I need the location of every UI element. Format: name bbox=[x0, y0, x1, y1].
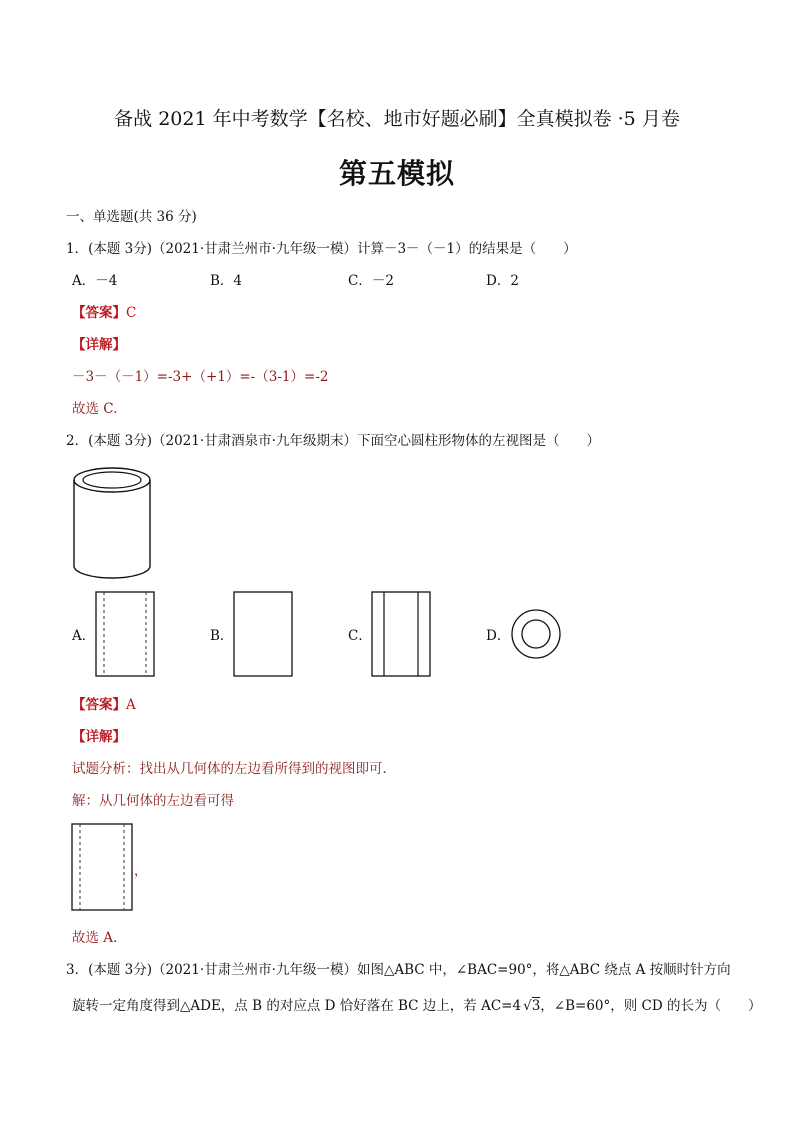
hollow-cylinder-figure bbox=[70, 464, 162, 582]
question-2-analysis: 试题分析：找出从几何体的左边看所得到的视图即可． bbox=[72, 761, 396, 777]
solution-view-figure bbox=[71, 823, 133, 911]
question-1-option-b: B．4 bbox=[210, 273, 243, 289]
question-3-line-2-part-b: ，∠B=60°，则 CD 的长为（ ） bbox=[540, 998, 762, 1014]
question-2-option-b-label: B． bbox=[210, 628, 234, 644]
question-2-detail-tag: 【详解】 bbox=[72, 729, 126, 745]
option-d-view-figure bbox=[510, 608, 562, 660]
question-1-option-c: C．－2 bbox=[348, 273, 394, 289]
option-b-view-figure bbox=[233, 591, 293, 677]
question-1-option-a: A．－4 bbox=[72, 273, 118, 289]
question-2-conclusion: 故选 A. bbox=[72, 930, 118, 946]
answer-tag: 【答案】 bbox=[72, 305, 126, 321]
document-subtitle: 第五模拟 bbox=[338, 157, 455, 190]
question-2-option-a-label: A． bbox=[72, 628, 96, 644]
question-2-option-c-label: C． bbox=[348, 628, 372, 644]
answer-value: C bbox=[126, 305, 137, 321]
document-title: 备战 2021 年中考数学【名校、地市好题必刷】全真模拟卷 ·5 月卷 bbox=[114, 108, 680, 130]
question-2-option-d-label: D． bbox=[486, 628, 511, 644]
answer-value: A bbox=[126, 697, 136, 713]
question-1-detail-tag: 【详解】 bbox=[72, 337, 126, 353]
sqrt-symbol: √ bbox=[523, 998, 532, 1014]
question-3-line-2 bbox=[72, 997, 762, 1015]
question-1-option-d: D．2 bbox=[486, 273, 519, 289]
question-3-line-1: 3．(本题 3分)（2021·甘肃兰州市·九年级一模）如图△ABC 中，∠BAC=90°，将△ABC 绕点 A 按顺时针方向 bbox=[66, 962, 731, 978]
question-1-answer bbox=[72, 304, 136, 322]
question-3-line-2-part-a: 旋转一定角度得到△ADE，点 B 的对应点 D 恰好落在 BC 边上，若 AC=4 bbox=[72, 998, 522, 1014]
option-c-view-figure bbox=[371, 591, 431, 677]
question-2-stem: 2．(本题 3分)（2021·甘肃酒泉市·九年级期末）下面空心圆柱形物体的左视图是（ ） bbox=[66, 433, 600, 449]
solution-comma: ， bbox=[134, 863, 148, 879]
question-2-solution: 解：从几何体的左边看可得 bbox=[72, 793, 234, 809]
section-heading: 一、单选题(共 36 分) bbox=[66, 209, 197, 225]
question-1-solution: －3－（－1）=-3+（+1）=-（3-1）=-2 bbox=[72, 369, 329, 385]
option-a-view-figure bbox=[95, 591, 155, 677]
question-1-stem: 1．(本题 3分)（2021·甘肃兰州市·九年级一模）计算－3－（－1）的结果是（ ） bbox=[66, 241, 577, 257]
sqrt-radicand: 3 bbox=[531, 998, 541, 1014]
question-2-answer bbox=[72, 696, 136, 714]
answer-tag: 【答案】 bbox=[72, 697, 126, 713]
question-1-conclusion: 故选 C. bbox=[72, 401, 118, 417]
